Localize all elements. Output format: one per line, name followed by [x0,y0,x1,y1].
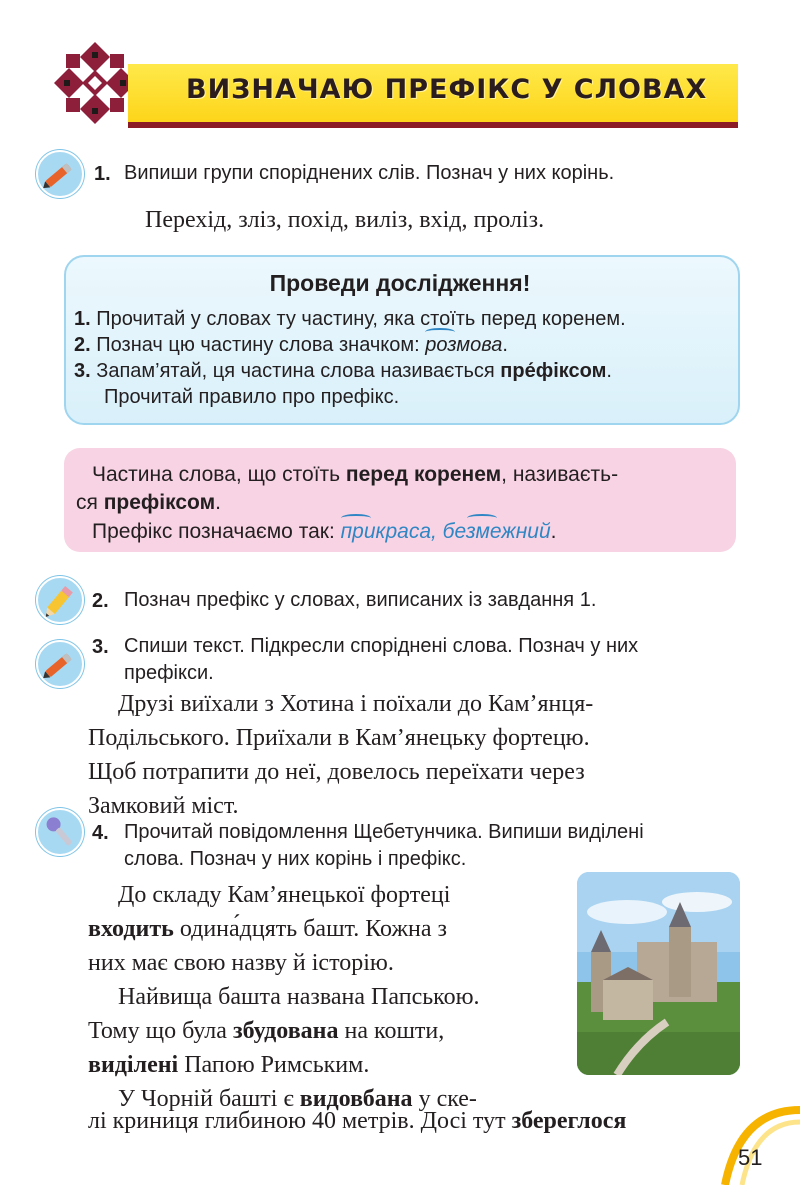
task-3-text-line-1: Спиши текст. Підкресли споріднені слова. Познач у них [124,635,639,657]
story-line: входить одина́дцять башт. Кожна з [88,916,447,942]
story-line: виділені Папою Римським. [88,1052,370,1078]
story-line: Найвища башта названа Папською. [118,984,480,1010]
passage-line: Щоб потрапити до неї, довелось переїхати через [88,759,585,785]
rule-line-3: Префікс позначаємо так: прикраса, безмежний. [92,518,557,546]
task-4-text-line-2: слова. Познач у них корінь і префікс. [124,848,467,870]
task-1-words: Перехід, зліз, похід, виліз, вхід, проліз. [145,207,545,233]
embroidery-ornament-icon [52,40,138,126]
task-2-number: 2. [92,590,109,612]
rule-line-1: Частина слова, що стоїть перед коренем, називаєть- [92,463,619,486]
research-item-4: Прочитай правило про префікс. [104,386,400,408]
rule-line-2: ся префіксом. [76,491,221,514]
story-line: них має свою назву й історію. [88,950,394,976]
page-corner-decoration [700,1100,800,1185]
passage-line: Замковий міст. [88,793,239,819]
page-number: 51 [738,1145,763,1170]
task-1-text: Випиши групи споріднених слів. Познач у них корінь. [124,162,615,184]
story-line: У Чорній башті є видовбана у ске- [118,1086,477,1112]
task-3-number: 3. [92,636,109,658]
story-line: До складу Кам’янецької фортеці [118,882,451,908]
page-title: ВИЗНАЧАЮ ПРЕФІКС У СЛОВАХ [186,74,708,105]
fortress-photo [577,872,740,1075]
passage-line: Подільського. Приїхали в Кам’янецьку фортецю. [88,725,590,751]
research-title: Проведи дослідження! [269,270,531,296]
story-line: Тому що була збудована на кошти, [88,1018,445,1044]
passage-line: Друзі виїхали з Хотина і поїхали до Кам’янця- [118,691,594,717]
task-3-text-line-2: префікси. [124,662,214,684]
research-item-3: 3. Запам’ятай, ця частина слова називається пре́фіксом. [74,360,612,382]
task-4-number: 4. [92,822,109,844]
research-item-2: 2. Познач цю частину слова значком: розмова. [74,332,508,358]
task-4-text-line-1: Прочитай повідомлення Щебетунчика. Випиши виділені [124,821,644,843]
story-line: лі криниця глибиною 40 метрів. Досі тут збереглося [88,1108,627,1134]
pencil-icon [36,576,84,624]
microphone-icon [36,808,84,856]
pen-icon [36,150,84,198]
task-1-number: 1. [94,163,111,185]
pen-icon [36,640,84,688]
research-item-1: 1. Прочитай у словах ту частину, яка стоїть перед коренем. [74,308,626,330]
rule-example-words: прикраса, безмежний [341,520,551,543]
task-2-text: Познач префікс у словах, виписаних із завдання 1. [124,589,597,611]
prefix-example-word: розмова [425,334,502,356]
